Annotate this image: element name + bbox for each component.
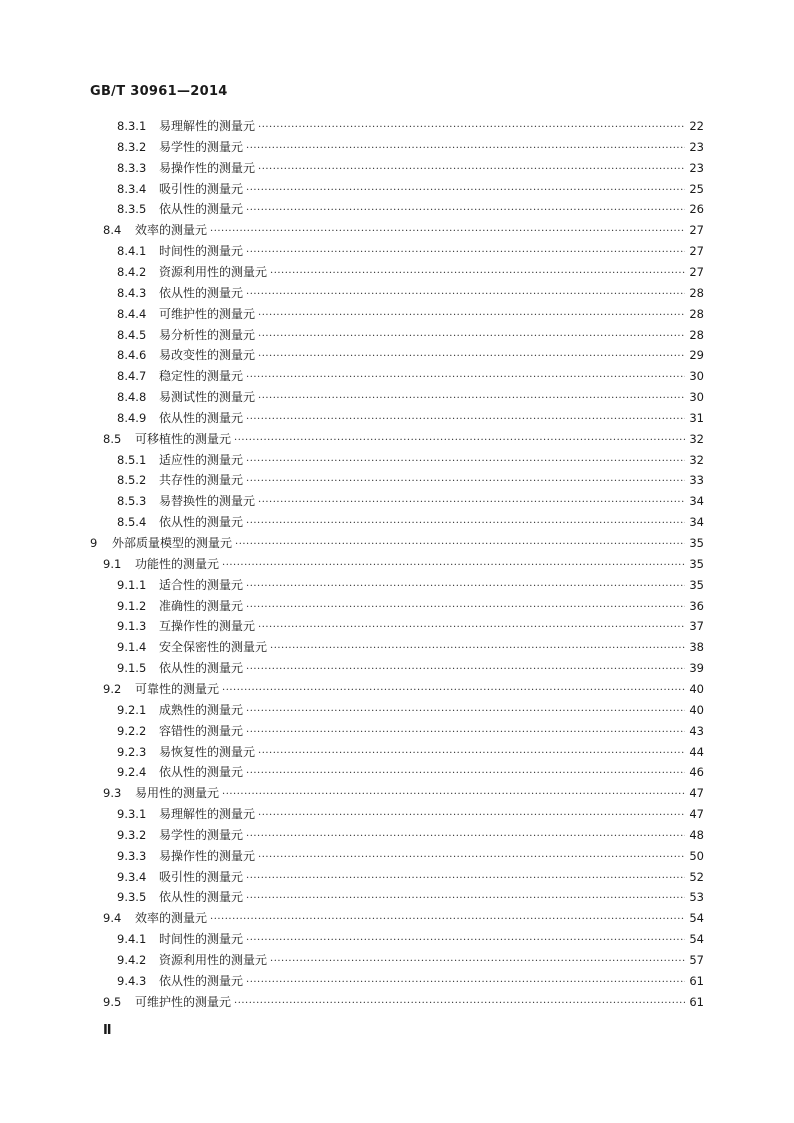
dot-leader [246, 205, 685, 216]
toc-entry-page: 46 [689, 765, 704, 779]
toc-entry-number: 9.4 [103, 911, 122, 925]
toc-entry-number: 8.3.3 [117, 161, 147, 175]
toc-entry[interactable] [117, 326, 704, 347]
toc-entry[interactable] [103, 784, 704, 805]
toc-entry-number: 9.3.1 [117, 807, 147, 821]
toc-entry-page: 26 [689, 202, 704, 216]
toc-entry-page: 40 [689, 682, 704, 696]
toc-entry-title: 易替换性的测量元 [159, 494, 256, 508]
toc-entry-title: 易分析性的测量元 [159, 328, 256, 342]
dot-leader [258, 393, 685, 404]
toc-entry[interactable] [117, 597, 704, 618]
toc-entry-number: 9.2.3 [117, 745, 147, 759]
toc-entry-title: 准确性的测量元 [159, 599, 244, 613]
toc-entry-title: 易理解性的测量元 [159, 807, 256, 821]
toc-entry[interactable] [117, 492, 704, 513]
toc-entry-page: 44 [689, 745, 704, 759]
toc-entry-title: 依从性的测量元 [159, 765, 244, 779]
toc-entry-number: 8.5.4 [117, 515, 147, 529]
toc-entry-number: 8.5.3 [117, 494, 147, 508]
toc-entry-page: 28 [689, 307, 704, 321]
toc-entry-page: 35 [689, 578, 704, 592]
toc-entry[interactable] [117, 346, 704, 367]
toc-entry[interactable] [117, 180, 704, 201]
toc-entry[interactable] [117, 868, 704, 889]
dot-leader [258, 852, 685, 863]
toc-entry[interactable] [103, 430, 704, 451]
dot-leader [246, 664, 685, 675]
toc-entry-title: 依从性的测量元 [159, 411, 244, 425]
toc-entry[interactable] [117, 409, 704, 430]
toc-entry-number: 9.1.1 [117, 578, 147, 592]
toc-entry[interactable] [103, 221, 704, 242]
toc-entry-title: 易操作性的测量元 [159, 161, 256, 175]
dot-leader [246, 414, 685, 425]
toc-entry-page: 32 [689, 453, 704, 467]
toc-entry-title: 安全保密性的测量元 [159, 640, 268, 654]
toc-entry-number: 9.2 [103, 682, 122, 696]
toc-entry-title: 易理解性的测量元 [159, 119, 256, 133]
toc-entry[interactable] [90, 534, 704, 555]
toc-entry-number: 9.1 [103, 557, 122, 571]
toc-entry-page: 38 [689, 640, 704, 654]
toc-entry-title: 易恢复性的测量元 [159, 745, 256, 759]
toc-entry-number: 9.1.5 [117, 661, 147, 675]
toc-entry-page: 28 [689, 286, 704, 300]
toc-entry-page: 34 [689, 494, 704, 508]
toc-entry-number: 9.1.2 [117, 599, 147, 613]
toc-entry[interactable] [117, 805, 704, 826]
toc-entry-number: 8.4.8 [117, 390, 147, 404]
dot-leader [258, 810, 685, 821]
toc-entry-number: 9.2.1 [117, 703, 147, 717]
toc-entry-title: 易操作性的测量元 [159, 849, 256, 863]
dot-leader [222, 685, 685, 696]
toc-entry-title: 容错性的测量元 [159, 724, 244, 738]
dot-leader [246, 768, 685, 779]
toc-entry-title: 资源利用性的测量元 [159, 265, 268, 279]
dot-leader [258, 310, 685, 321]
toc-entry-title: 共存性的测量元 [159, 473, 244, 487]
toc-entry-page: 54 [689, 911, 704, 925]
toc-entry-page: 54 [689, 932, 704, 946]
toc-entry-title: 功能性的测量元 [135, 557, 220, 571]
toc-entry-page: 47 [689, 807, 704, 821]
toc-entry-title: 易测试性的测量元 [159, 390, 256, 404]
toc-entry-page: 34 [689, 515, 704, 529]
toc-entry-number: 9.2.2 [117, 724, 147, 738]
toc-entry-number: 8.3.5 [117, 202, 147, 216]
toc-entry-title: 可维护性的测量元 [159, 307, 256, 321]
toc-entry-title: 依从性的测量元 [159, 515, 244, 529]
toc-entry-number: 8.4.1 [117, 244, 147, 258]
toc-entry-number: 8.5.2 [117, 473, 147, 487]
toc-entry-title: 时间性的测量元 [159, 244, 244, 258]
dot-leader [258, 122, 685, 133]
toc-entry-number: 9.3.2 [117, 828, 147, 842]
toc-entry[interactable] [117, 826, 704, 847]
toc-entry-page: 27 [689, 244, 704, 258]
toc-entry-number: 8.4.9 [117, 411, 147, 425]
toc-entry-title: 可维护性的测量元 [135, 995, 232, 1009]
toc-entry[interactable] [117, 200, 704, 221]
dot-leader [246, 456, 685, 467]
dot-leader [258, 748, 685, 759]
toc-entry-number: 8.3.1 [117, 119, 147, 133]
dot-leader [246, 893, 685, 904]
dot-leader [270, 956, 685, 967]
toc-entry-page: 25 [689, 182, 704, 196]
page-number-footer: Ⅱ [103, 1023, 112, 1038]
dot-leader [246, 518, 685, 529]
toc-entry-number: 9.5 [103, 995, 122, 1009]
toc-entry[interactable] [117, 305, 704, 326]
toc-entry-page: 53 [689, 890, 704, 904]
dot-leader [222, 789, 685, 800]
toc-entry-page: 35 [689, 536, 704, 550]
toc-entry-number: 8.4.3 [117, 286, 147, 300]
toc-entry-page: 32 [689, 432, 704, 446]
toc-entry-page: 27 [689, 265, 704, 279]
dot-leader [246, 831, 685, 842]
toc-entry-title: 资源利用性的测量元 [159, 953, 268, 967]
toc-entry[interactable] [117, 930, 704, 951]
toc-entry-number: 9.3 [103, 786, 122, 800]
toc-entry-title: 稳定性的测量元 [159, 369, 244, 383]
toc-entry[interactable] [117, 388, 704, 409]
toc-entry[interactable] [117, 617, 704, 638]
toc-entry[interactable] [117, 471, 704, 492]
dot-leader [246, 247, 685, 258]
toc-entry-title: 吸引性的测量元 [159, 182, 244, 196]
toc-entry[interactable] [117, 159, 704, 180]
toc-entry-page: 31 [689, 411, 704, 425]
dot-leader [246, 602, 685, 613]
toc-entry-number: 9.1.4 [117, 640, 147, 654]
dot-leader [235, 539, 685, 550]
toc-entry-title: 效率的测量元 [135, 911, 208, 925]
toc-entry-title: 互操作性的测量元 [159, 619, 256, 633]
toc-entry[interactable] [117, 701, 704, 722]
dot-leader [246, 706, 685, 717]
toc-entry-title: 依从性的测量元 [159, 202, 244, 216]
toc-entry-page: 28 [689, 328, 704, 342]
toc-entry-page: 39 [689, 661, 704, 675]
toc-entry[interactable] [117, 659, 704, 680]
toc-entry-number: 9.1.3 [117, 619, 147, 633]
dot-leader [246, 727, 685, 738]
toc-entry[interactable] [117, 284, 704, 305]
toc-entry-number: 9.4.1 [117, 932, 147, 946]
dot-leader [246, 935, 685, 946]
toc-entry-page: 23 [689, 140, 704, 154]
toc-entry-number: 8.4.2 [117, 265, 147, 279]
toc-entry-title: 易改变性的测量元 [159, 348, 256, 362]
toc-entry[interactable] [117, 117, 704, 138]
toc-entry-number: 9.4.3 [117, 974, 147, 988]
toc-entry[interactable] [117, 638, 704, 659]
toc-entry-number: 8.4.6 [117, 348, 147, 362]
toc-entry-number: 9.3.4 [117, 870, 147, 884]
document-id-header: GB/T 30961—2014 [90, 84, 228, 99]
dot-leader [246, 581, 685, 592]
toc-entry[interactable] [117, 847, 704, 868]
toc-entry-number: 9.3.3 [117, 849, 147, 863]
toc-entry[interactable] [103, 909, 704, 930]
toc-entry[interactable] [117, 763, 704, 784]
toc-entry-number: 8.4.5 [117, 328, 147, 342]
dot-leader [246, 476, 685, 487]
toc-entry-page: 43 [689, 724, 704, 738]
toc-entry-title: 成熟性的测量元 [159, 703, 244, 717]
toc-entry-page: 52 [689, 870, 704, 884]
toc-entry-number: 9 [90, 536, 98, 550]
toc-entry-title: 吸引性的测量元 [159, 870, 244, 884]
toc-entry-page: 61 [689, 995, 704, 1009]
toc-entry-number: 9.3.5 [117, 890, 147, 904]
toc-entry-title: 可移植性的测量元 [135, 432, 232, 446]
dot-leader [246, 289, 685, 300]
toc-entry-page: 23 [689, 161, 704, 175]
dot-leader [210, 226, 685, 237]
toc-entry-page: 29 [689, 348, 704, 362]
dot-leader [270, 643, 685, 654]
toc-entry[interactable] [117, 451, 704, 472]
toc-entry-page: 47 [689, 786, 704, 800]
toc-entry-title: 依从性的测量元 [159, 974, 244, 988]
toc-entry[interactable] [117, 367, 704, 388]
dot-leader [234, 998, 685, 1009]
dot-leader [246, 873, 685, 884]
dot-leader [222, 560, 685, 571]
toc-entry-page: 33 [689, 473, 704, 487]
toc-entry-number: 8.5.1 [117, 453, 147, 467]
toc-entry-page: 27 [689, 223, 704, 237]
dot-leader [246, 185, 685, 196]
toc-entry-number: 9.4.2 [117, 953, 147, 967]
toc-entry-title: 依从性的测量元 [159, 661, 244, 675]
toc-entry-number: 8.4.4 [117, 307, 147, 321]
toc-entry-number: 8.3.2 [117, 140, 147, 154]
toc-entry-number: 8.4 [103, 223, 122, 237]
dot-leader [258, 497, 685, 508]
toc-entry-number: 8.5 [103, 432, 122, 446]
toc-entry[interactable] [103, 680, 704, 701]
dot-leader [258, 351, 685, 362]
toc-entry-number: 9.2.4 [117, 765, 147, 779]
toc-entry-page: 50 [689, 849, 704, 863]
toc-entry[interactable] [117, 138, 704, 159]
dot-leader [258, 622, 685, 633]
toc-entry[interactable] [117, 722, 704, 743]
toc-entry-title: 依从性的测量元 [159, 286, 244, 300]
dot-leader [210, 914, 685, 925]
toc-entry[interactable] [117, 972, 704, 993]
toc-entry[interactable] [117, 576, 704, 597]
dot-leader [270, 268, 685, 279]
toc-entry-title: 易用性的测量元 [135, 786, 220, 800]
toc-entry-number: 8.3.4 [117, 182, 147, 196]
dot-leader [258, 164, 685, 175]
toc-entry-title: 适合性的测量元 [159, 578, 244, 592]
toc-entry[interactable] [117, 242, 704, 263]
dot-leader [246, 372, 685, 383]
toc-entry[interactable] [117, 888, 704, 909]
toc-entry-page: 35 [689, 557, 704, 571]
toc-entry-title: 可靠性的测量元 [135, 682, 220, 696]
toc-entry[interactable] [117, 513, 704, 534]
dot-leader [258, 331, 685, 342]
toc-entry-title: 易学性的测量元 [159, 140, 244, 154]
toc-entry-page: 37 [689, 619, 704, 633]
dot-leader [246, 143, 685, 154]
toc-entry-title: 外部质量模型的测量元 [112, 536, 233, 550]
dot-leader [246, 977, 685, 988]
toc-entry[interactable] [117, 951, 704, 972]
dot-leader [234, 435, 685, 446]
toc-entry[interactable] [117, 743, 704, 764]
toc-entry-page: 57 [689, 953, 704, 967]
toc-entry-number: 8.4.7 [117, 369, 147, 383]
toc-entry[interactable] [103, 993, 704, 1014]
toc-entry[interactable] [103, 555, 704, 576]
toc-entry-page: 61 [689, 974, 704, 988]
toc-entry-page: 22 [689, 119, 704, 133]
toc-entry-title: 适应性的测量元 [159, 453, 244, 467]
toc-entry-page: 36 [689, 599, 704, 613]
toc-entry-page: 48 [689, 828, 704, 842]
toc-entry-page: 30 [689, 369, 704, 383]
toc-entry[interactable] [117, 263, 704, 284]
toc-entry-title: 效率的测量元 [135, 223, 208, 237]
toc-entry-title: 易学性的测量元 [159, 828, 244, 842]
toc-entry-page: 30 [689, 390, 704, 404]
toc-entry-title: 时间性的测量元 [159, 932, 244, 946]
toc-entry-title: 依从性的测量元 [159, 890, 244, 904]
toc-entry-page: 40 [689, 703, 704, 717]
